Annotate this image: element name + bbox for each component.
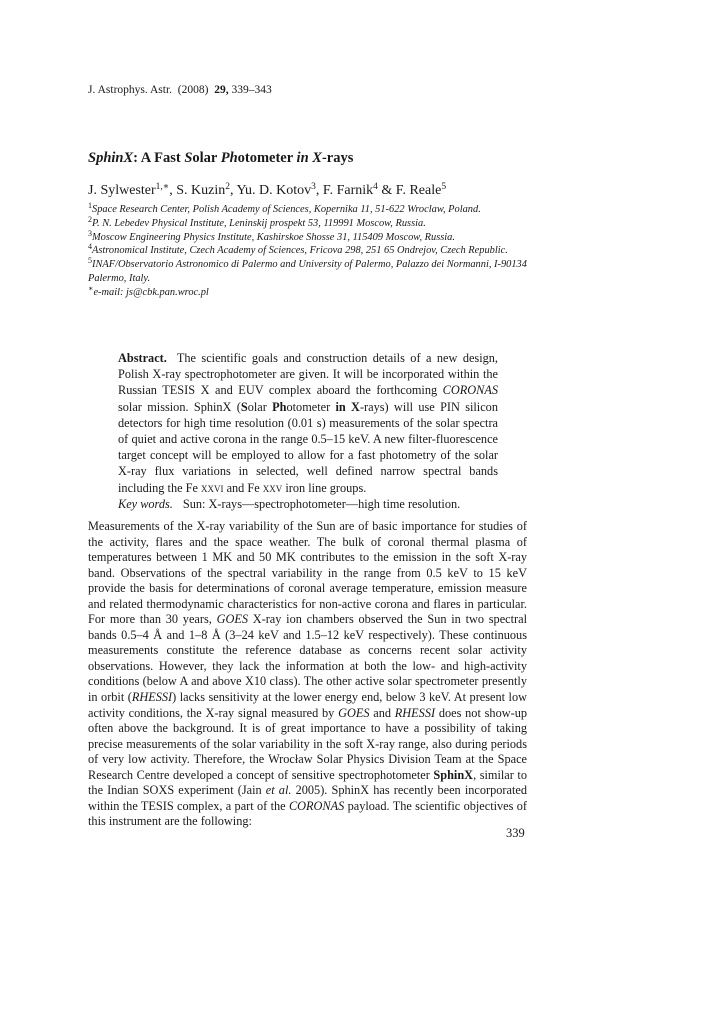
author-name: Yu. D. Kotov [236,183,312,198]
author-affil-mark: 5 [441,182,447,192]
corresponding-email [88,283,540,300]
journal-year: (2008) [177,84,209,96]
body-text-run: et al. [265,783,292,798]
body-text-run: RHESSI [131,690,173,705]
page-number: 339 [506,826,525,840]
title-part: in X [296,150,322,166]
author-separator: , [230,183,237,198]
journal-volume: 29, [214,84,229,96]
affiliation-text: e-mail: js@cbk.pan.wroc.pl [93,286,209,298]
body-text-run: Measurements of the X-ray variability of the Sun are of basic importance for studies of the activity, flares and the space weather. The bulk of coronal thermal plasma of temperatures between 1 MK and 50 MK contributes to the emission in the soft X-ray band. Observations of the spectral variability in the range from 0.5 keV to 15 keV provide the basis for determinations of coronal average temperature, emission measure and related thermodynamic characteristics for non-active corona and flares in particular. For more than 30 years, [88,519,527,627]
author-separator: , [169,183,177,198]
body-text-run: SphinX [433,767,474,782]
affiliation-mark: 1 [88,201,92,210]
affiliation [88,244,540,258]
abstract-text: solar mission. SphinX ( [118,399,241,414]
author-affil-mark: 3 [311,182,316,192]
body-text [88,519,527,830]
affiliation-text: P. N. Lebedev Physical Institute, Leninskij prospekt 53, 119991 Moscow, Russia. [92,217,426,229]
body-paragraph [88,519,527,830]
affiliation [88,258,540,286]
author-name: S. Kuzin [176,183,226,198]
affiliation-list [88,203,540,300]
affiliation-text: Astronomical Institute, Czech Academy of Sciences, Fricova 298, 251 65 Ondrejov, Czech Republic. [92,245,508,257]
affiliation [88,228,540,245]
abstract-text: in X [335,399,360,414]
author-name: F. Reale [395,183,442,198]
affiliation-mark: 5 [88,256,92,266]
body-text-run: payload. The scientific objectives of this instrument are the following: [88,798,527,829]
abstract-text: olar [247,399,273,414]
body-text-run: RHESSI [394,705,436,720]
title-part: otometer [237,150,297,166]
author-separator: & [377,183,396,198]
body-text-run: GOES [338,705,370,720]
author-affil-mark: 4 [373,182,378,192]
body-text-run: X-ray ion chambers observed the Sun in two spectral bands 0.5–4 Å and 1–8 Å (3–24 keV and 1.5–12 keV respectively). These continuous measurements constitute the reference database as concerns recent solar activity observations. However, they lack the information at both the low- and high-activity conditions (below A and above X10 class). The other active solar spectrometer presently in orbit ( [88,612,527,705]
abstract-text: CORONAS [442,383,498,398]
title-part: SphinX [88,150,134,166]
abstract-text: The scientific goals and construction details of a new design, Polish X-ray spectrophotometer are given. It will be incorporated within the Russian TESIS X and EUV complex aboard the forthcoming [118,351,498,398]
affiliation-mark: 4 [88,242,92,252]
title-part: -rays [321,150,354,166]
keywords [118,497,498,512]
abstract-text: otometer [286,399,336,414]
author-list [88,183,446,199]
affiliation-text: Moscow Engineering Physics Institute, Kashirskoe Shosse 31, 115409 Moscow, Russia. [92,231,455,243]
abstract-text: and Fe [223,480,263,495]
body-text-run: GOES [216,612,248,627]
author-separator: , [315,183,323,198]
title-part: Ph [220,150,238,166]
abstract-text: xxv [262,480,283,495]
abstract-text: -rays) will use PIN silicon detectors for high time resolution (0.01 s) measurements of the solar spectra of quiet and active corona in the range 0.5–15 keV. A new filter-fluorescence target concept will be employed to allow for a fast photometry of the solar X-ray flux variations in selected, well defined narrow spectral bands including the Fe [118,399,498,495]
body-text-run: CORONAS [288,798,345,813]
abstract-text: iron line groups. [282,480,367,495]
author-affil-mark: 1,∗ [155,182,170,192]
keywords-label: Key words. [118,497,173,511]
journal-pages: 339–343 [231,84,272,96]
author-name: J. Sylwester [88,183,156,198]
author-name: F. Farnik [322,183,374,198]
affiliation-mark: ∗ [88,283,94,293]
body-text-run: ) lacks sensitivity at the lower energy end, below 3 keV. At present low activity conditions, the X-ray signal measured by [88,690,527,720]
affiliation-text: Space Research Center, Polish Academy of Sciences, Kopernika 11, 51-622 Wroclaw, Poland. [92,204,481,215]
abstract-text: Ph [272,399,287,414]
keywords-text: Sun: X-rays—spectrophotometer—high time resolution. [182,497,461,511]
title-part: olar [192,150,221,166]
affiliation [88,214,540,231]
title-part: S [184,150,193,166]
author-affil-mark: 2 [225,182,231,192]
affiliation-text: INAF/Observatorio Astronomico di Palermo and University of Palermo, Palazzo dei Normanni, I-90134 Palermo, Italy. [88,259,527,284]
body-text-run: does not show-up often above the background. It is of great importance to have a possibility of taking precise measurements of the solar variability in the soft X-ray range, also during periods of very low activity. Therefore, the Wrocław Solar Physics Division Team at the Space Research Centre developed a concept of sensitive spectrophotometer [88,705,527,782]
affiliation-mark: 3 [88,228,92,238]
body-text-run: 2005). SphinX has recently been incorporated within the TESIS complex, a part of the [88,783,527,813]
body-text-run: and [369,705,395,720]
abstract [118,350,498,496]
title-part: : A Fast [133,150,185,166]
affiliation-mark: 2 [88,214,92,224]
abstract-label: Abstract. [118,351,167,365]
abstract-text: xxvi [201,480,224,495]
abstract-text: S [240,399,248,414]
paper-title [88,150,353,167]
affiliation [88,203,540,217]
journal-citation [88,84,272,96]
journal-name: J. Astrophys. Astr. [88,84,173,96]
body-text-run: , similar to the Indian SOXS experiment (Jain [88,767,527,798]
